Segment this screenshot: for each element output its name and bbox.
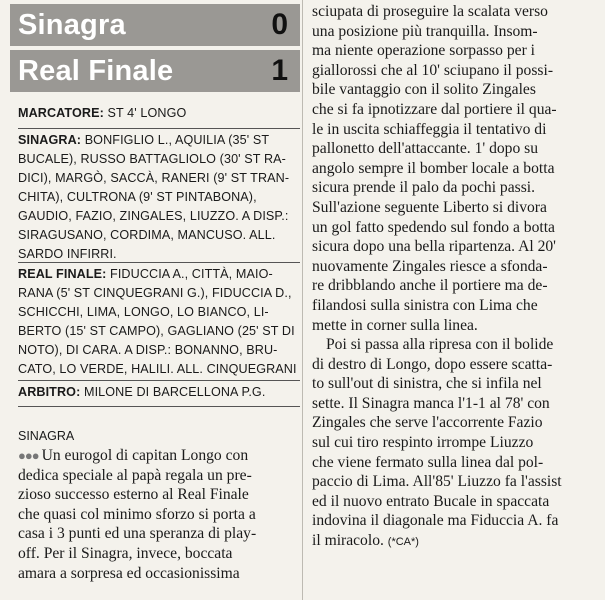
lineup-line: BERTO (15' ST CAMPO), GAGLIANO (25' ST DI bbox=[18, 324, 295, 338]
article-line: angolo sempre il bomber locale a botta bbox=[312, 159, 555, 177]
left-column bbox=[10, 0, 300, 600]
scorer-line bbox=[18, 104, 300, 123]
away-team-name: Real Finale bbox=[18, 54, 174, 87]
lineup-line: SARDO INFIRRI. bbox=[18, 247, 117, 261]
article-line: di destro di Longo, dopo essere scatta- bbox=[312, 355, 553, 373]
article-line: to sull'out di sinistra, che si infila nel bbox=[312, 375, 542, 393]
lineup-line: NOTO), DI CARA. A DISP.: BONANNO, BRU- bbox=[18, 343, 278, 357]
lineup-line: DICI), MARGÒ, SACCÀ, RANERI (9' ST TRAN- bbox=[18, 171, 290, 185]
divider bbox=[18, 128, 300, 129]
article-line: Zingales che serve l'accorrente Fazio bbox=[312, 414, 543, 432]
author-signature: (*CA*) bbox=[387, 536, 419, 549]
scorer-label: MARCATORE: bbox=[18, 106, 104, 120]
home-team-score: 0 bbox=[271, 8, 288, 41]
lineup-line: BONFIGLIO L., AQUILIA (35' ST bbox=[84, 133, 270, 147]
lineup-line: RANA (5' ST CINQUEGRANI G.), FIDUCCIA D., bbox=[18, 286, 292, 300]
divider bbox=[18, 406, 300, 407]
article-body-right bbox=[312, 2, 602, 553]
referee-value: MILONE DI BARCELLONA P.G. bbox=[83, 385, 266, 399]
away-team-bar bbox=[10, 50, 300, 92]
lineup-line: SCHICCHI, LIMA, LONGO, LO BIANCO, LI- bbox=[18, 305, 269, 319]
article-line: re dribblando anche il portiere ma de- bbox=[312, 277, 548, 295]
sinagra-lineup-label: SINAGRA: bbox=[18, 133, 82, 147]
article-line: che quasi col minimo sforzo si porta a bbox=[18, 505, 256, 523]
article-line: mette in corner sulla linea. bbox=[312, 316, 478, 334]
article-line: zioso successo esterno al Real Finale bbox=[18, 486, 249, 504]
article-line: le in uscita schiaffeggia il tentativo di bbox=[312, 120, 547, 138]
lineup-line: GAUDIO, FAZIO, ZINGALES, LIUZZO. A DISP.: bbox=[18, 209, 289, 223]
referee-label: ARBITRO: bbox=[18, 385, 81, 399]
referee-line bbox=[18, 383, 300, 402]
article-line: paccio di Lima. All'85' Liuzzo fa l'assist bbox=[312, 473, 562, 491]
article-section-label: SINAGRA bbox=[18, 429, 75, 443]
article-line: off. Per il Sinagra, invece, boccata bbox=[18, 544, 233, 562]
article-body-left bbox=[18, 446, 302, 583]
article-line: ed il nuovo entrato Bucale in spaccata bbox=[312, 492, 550, 510]
article-line: che si fa ipnotizzare dal portiere il qua- bbox=[312, 100, 557, 118]
sinagra-lineup bbox=[18, 131, 300, 264]
article-line: amara a sorpresa ed occasionissima bbox=[18, 564, 240, 582]
article-line: indovina il diagonale ma Fiduccia A. fa bbox=[312, 512, 559, 530]
scorer-value: ST 4' LONGO bbox=[107, 106, 187, 120]
article-line: dedica speciale al papà regala un pre- bbox=[18, 466, 252, 484]
home-team-name: Sinagra bbox=[18, 8, 126, 41]
article-line: sette. Il Sinagra manca l'1-1 al 78' con bbox=[312, 394, 550, 412]
right-column bbox=[306, 0, 602, 600]
article-paragraph-1 bbox=[312, 2, 602, 335]
article-line: Poi si passa alla ripresa con il bolide bbox=[326, 336, 554, 354]
article-line: sul cui tiro respinto irrompe Liuzzo bbox=[312, 434, 534, 452]
article-paragraph-2 bbox=[312, 335, 602, 553]
column-divider bbox=[302, 0, 303, 600]
article-line: filandosi sulla sinistra con Lima che bbox=[312, 296, 538, 314]
article-line: che viene fermato sulla linea dal pol- bbox=[312, 453, 544, 471]
real-finale-lineup-label: REAL FINALE: bbox=[18, 267, 107, 281]
lineup-line: SIRAGUSANO, CORDIMA, MANCUSO. ALL. bbox=[18, 228, 276, 242]
article-line: nuovamente Zingales riesce a sfonda- bbox=[312, 257, 548, 275]
article-line: un gol fatto spedendo sul fondo a botta bbox=[312, 218, 555, 236]
article-line: Un eurogol di capitan Longo con bbox=[41, 447, 249, 464]
article-line: sicura prende il palo da pochi passi. bbox=[312, 179, 536, 197]
lineup-line: FIDUCCIA A., CITTÀ, MAIO- bbox=[110, 267, 273, 281]
article-line: bile vantaggio con il solito Zingales bbox=[312, 81, 536, 99]
divider bbox=[18, 262, 300, 263]
away-team-score: 1 bbox=[271, 54, 288, 87]
home-team-bar bbox=[10, 4, 300, 46]
bullet-marker: ●●● bbox=[18, 448, 39, 463]
article-line: sicura dopo una bella ripartenza. Al 20' bbox=[312, 238, 556, 256]
lineup-line: CATO, LO VERDE, HALILI. ALL. CINQUEGRANI bbox=[18, 362, 297, 376]
article-line: sciupata di proseguire la scalata verso bbox=[312, 3, 548, 20]
lineup-line: BUCALE), RUSSO BATTAGLIOLO (30' ST RA- bbox=[18, 152, 286, 166]
real-finale-lineup bbox=[18, 265, 300, 379]
article-line: ma niente operazione sorpasso per i bbox=[312, 42, 535, 60]
article-line: giallorossi che al 10' sciupano il possi- bbox=[312, 61, 554, 79]
article-line: Sull'azione seguente Liberto si divora bbox=[312, 198, 547, 216]
lineup-line: CHITA), CULTRONA (9' ST PINTABONA), bbox=[18, 190, 257, 204]
divider bbox=[18, 380, 300, 381]
article-line: il miracolo. bbox=[312, 532, 384, 550]
article-line: una posizione più tranquilla. Insom- bbox=[312, 22, 538, 40]
article-line: casa i 3 punti ed una speranza di play- bbox=[18, 525, 257, 543]
article-line: pallonetto dell'attaccante. 1' dopo su bbox=[312, 140, 539, 158]
